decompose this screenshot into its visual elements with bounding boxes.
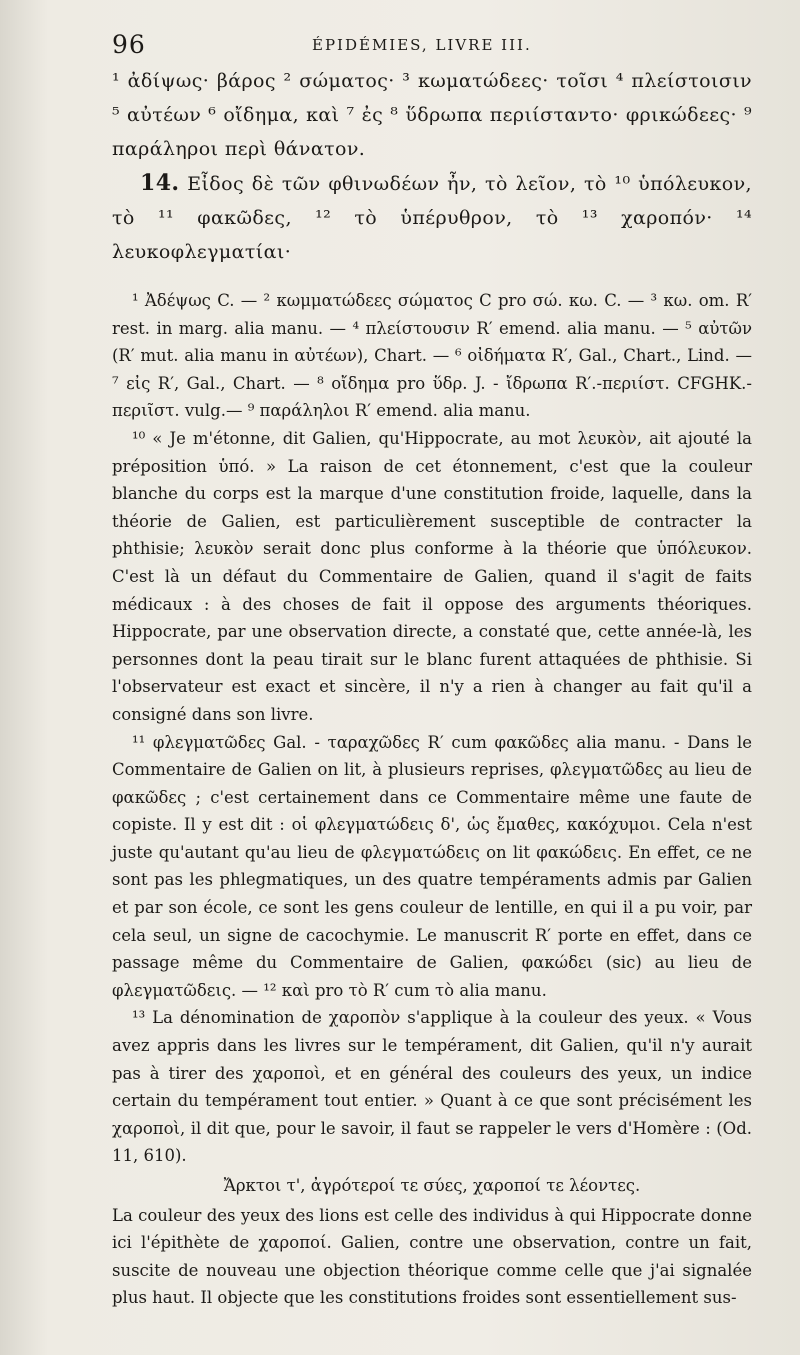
footnote-13-continuation: La couleur des yeux des lions est celle des individus à qui Hippocrate donne ici l'épithète de χαροποί. Galien, contre une observation, contre un fait, suscite de nouveau une objection théorique comme celle que j'ai signalée plus haut. Il objecte que les constitutions froides sont essentiellement sus- (112, 1205, 752, 1308)
footnote-apparatus: ¹ Ἀδέψως C. — ² κωμματώδεες σώματος C pro σώ. κω. C. — ³ κω. om. R′ rest. in marg. alia manu. — ⁴ πλείστουσιν R′ emend. alia manu. — ⁵ αὐτῶν (R′ mut. alia manu in αὐτέων), Chart. — ⁶ οἰδήματα R′, Gal., Chart., Lind. — ⁷ εἰς R′, Gal., Chart. — ⁸ οἴδημα pro ὕδρ. J. - ἴδρωπα R′.-περιίστ. CFGHK.- περιῖστ. vulg.— ⁹ παράληλοι R′ emend. alia manu. (112, 291, 752, 421)
footnote-13: ¹³ La dénomination de χαροπὸν s'applique à la couleur des yeux. « Vous avez appris dans les livres sur le tempérament, dit Galien, qu'il n'y aurait pas à tirer des χαροποὶ, et en général des couleurs des yeux, un indice certain du tempérament tout entier. » Quant à ce que sont précisément les χαροποὶ, il dit que, pour le savoir, il faut se rappeler le vers d'Homère : (Od. 11, 610). (112, 1008, 752, 1166)
page-header (112, 30, 752, 60)
section-text: Εἶδος δὲ τῶν φθινωδέων ἦν, τὸ λεῖον, τὸ ¹⁰ ὑπόλευκον, τὸ ¹¹ φακῶδες, ¹² τὸ ὑπέρυθρον, τὸ ¹³ χαροπόν· ¹⁴ λευκοφλεγματίαι· (112, 173, 752, 263)
section-number: 14. (140, 170, 180, 196)
footnote-10: ¹⁰ « Je m'étonne, dit Galien, qu'Hippocrate, au mot λευκὸν, ait ajouté la préposition ὑπό. » La raison de cet étonnement, c'est que la couleur blanche du corps est la marque d'une constitution froide, laquelle, dans la théorie de Galien, est particulièrement susceptible de contracter la phthisie; λευκὸν serait donc plus conforme à la théorie que ὑπόλευκον. C'est là un défaut du Commentaire de Galien, quand il s'agit de faits médicaux : à des choses de fait il oppose des arguments théoriques. Hippocrate, par une observation directe, a constaté que, cette année-là, les personnes dont la peau tirait sur le blanc furent attaquées de phthisie. Si l'observateur est exact et sincère, il n'y a rien à changer au fait qu'il a consigné dans son livre. (112, 428, 752, 724)
page-number: 96 (112, 30, 146, 59)
page-body (112, 64, 752, 1312)
homer-quote: Ἄρκτοι τ', ἀγρότεροί τε σύες, χαροποί τε λέοντες. (223, 1176, 641, 1195)
running-head: ÉPIDÉMIES, LIVRE III. (312, 36, 532, 54)
greek-text-continuation: ¹ ἀδίψως· βάρος ² σώματος· ³ κωματώδεες· τοῖσι ⁴ πλείστοισιν ⁵ αὐτέων ⁶ οἴδημα, καὶ ⁷ ἐς ⁸ ὕδρωπα περιίσταντο· φρικώδεες· ⁹ παράληροι περὶ θάνατον. (112, 70, 752, 160)
footnotes (112, 287, 752, 1312)
section-14 (112, 166, 752, 269)
footnote-11: ¹¹ φλεγματῶδες Gal. - ταραχῶδες R′ cum φακῶδες alia manu. - Dans le Commentaire de Galien on lit, à plusieurs reprises, φλεγματῶδες au lieu de φακῶδες ; c'est certainement dans ce Commentaire même une faute de copiste. Il y est dit : οἱ φλεγματώδεις δ', ὡς ἔμαθες, κακόχυμοι. Cela n'est juste qu'autant qu'au lieu de φλεγματώδεις on lit φακώδεις. En effet, ce ne sont pas les phlegmatiques, un des quatre tempéraments admis par Galien et par son école, ce sont les gens couleur de lentille, en qui il a pu voir, par cela seul, un signe de cacochymie. Le manuscrit R′ porte en effet, dans ce passage même du Commentaire de Galien, φακώδει (sic) au lieu de φλεγματῶδεις. — ¹² καὶ pro τὸ R′ cum τὸ alia manu. (112, 732, 752, 1000)
